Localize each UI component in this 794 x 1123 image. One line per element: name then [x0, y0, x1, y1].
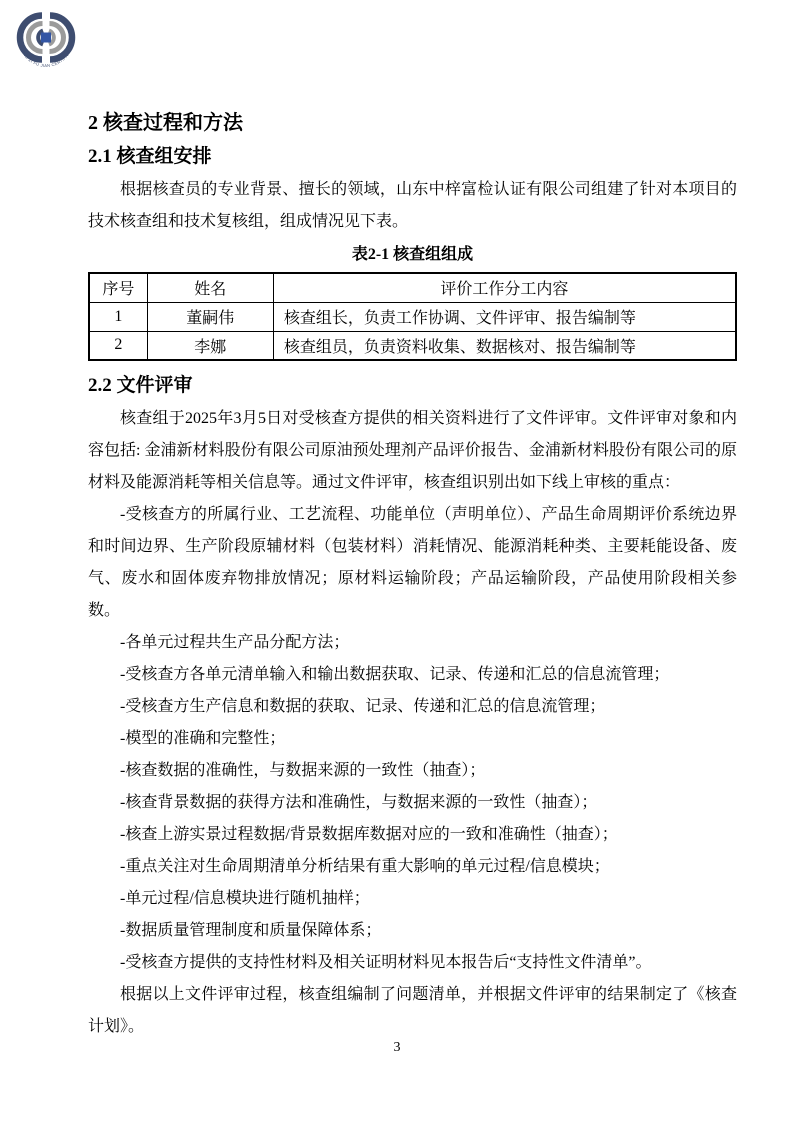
cell-name: 董嗣伟: [147, 302, 273, 331]
section-heading-2-1: 2.1 核查组安排: [88, 146, 212, 167]
list-item: -受核查方各单元清单输入和输出数据获取、记录、传递和汇总的信息流管理；: [120, 666, 670, 683]
cell-duty: 核查组长，负责工作协调、文件评审、报告编制等: [273, 302, 736, 331]
col-header-index: 序号: [89, 273, 147, 302]
cell-index: 2: [89, 331, 147, 360]
list-item: -核查数据的准确性，与数据来源的一致性（抽查）；: [120, 762, 486, 779]
list-item: -数据质量管理制度和质量保障体系；: [120, 922, 382, 939]
list-item: -各单元过程共生产品分配方法；: [120, 634, 350, 651]
paragraph-document-review: 核查组于2025年3月5日对受核查方提供的相关资料进行了文件评审。文件评审对象和内容包括: 金浦新材料股份有限公司原油预处理剂产品评价报告、金浦新材料股份有限公司的原材料及能源消耗等相关信息等。通过文件评审，核查组识别出如下线上审核的重点：: [88, 410, 737, 491]
col-header-duty: 评价工作分工内容: [273, 273, 736, 302]
paragraph-review-focus: -受核查方的所属行业、工艺流程、功能单位（声明单位）、产品生命周期评价系统边界和时间边界、生产阶段原辅材料（包装材料）消耗情况、能源消耗种类、主要耗能设备、废气、废水和固体废弃物排放情况；原材料运输阶段；产品运输阶段，产品使用阶段相关参数。: [88, 506, 737, 619]
svg-text:ZHONG ZI FU JIAN CERTIFICATION: ZHONG ZI FU JIAN CERTIFICATION: [18, 40, 75, 69]
section-heading-2-2: 2.2 文件评审: [88, 375, 193, 396]
paragraph-conclusion: 根据以上文件评审过程，核查组编制了问题清单，并根据文件评审的结果制定了《核查计划》。: [88, 986, 737, 1035]
table-header-row: [89, 273, 736, 302]
review-focus-list: [88, 627, 737, 979]
certification-seal-logo: [16, 10, 76, 72]
list-item: -核查背景数据的获得方法和准确性，与数据来源的一致性（抽查）；: [120, 794, 598, 811]
table-row: [89, 302, 736, 331]
table-row: [89, 331, 736, 360]
page-number: 3: [393, 1040, 401, 1055]
list-item: -单元过程/信息模块进行随机抽样；: [120, 890, 370, 907]
seal-logo-icon: [16, 10, 76, 72]
table-caption: 表2-1 核查组组成: [351, 246, 474, 263]
col-header-name: 姓名: [147, 273, 273, 302]
cell-duty: 核查组员，负责资料收集、数据核对、报告编制等: [273, 331, 736, 360]
list-item: -受核查方提供的支持性材料及相关证明材料见本报告后“支持性文件清单”。: [120, 954, 652, 971]
list-item: -受核查方生产信息和数据的获取、记录、传递和汇总的信息流管理；: [120, 698, 606, 715]
cell-index: 1: [89, 302, 147, 331]
cell-name: 李娜: [147, 331, 273, 360]
list-item: -重点关注对生命周期清单分析结果有重大影响的单元过程/信息模块；: [120, 858, 610, 875]
list-item: -模型的准确和完整性；: [120, 730, 286, 747]
list-item: -核查上游实景过程数据/背景数据库数据对应的一致和准确性（抽查）；: [120, 826, 618, 843]
section-heading-2: 2 核查过程和方法: [88, 112, 243, 134]
document-body: [88, 106, 737, 1043]
verification-team-table: [88, 272, 737, 361]
paragraph-team-arrangement: 根据核查员的专业背景、擅长的领域，山东中梓富检认证有限公司组建了针对本项目的技术核查组和技术复核组，组成情况见下表。: [88, 181, 737, 230]
